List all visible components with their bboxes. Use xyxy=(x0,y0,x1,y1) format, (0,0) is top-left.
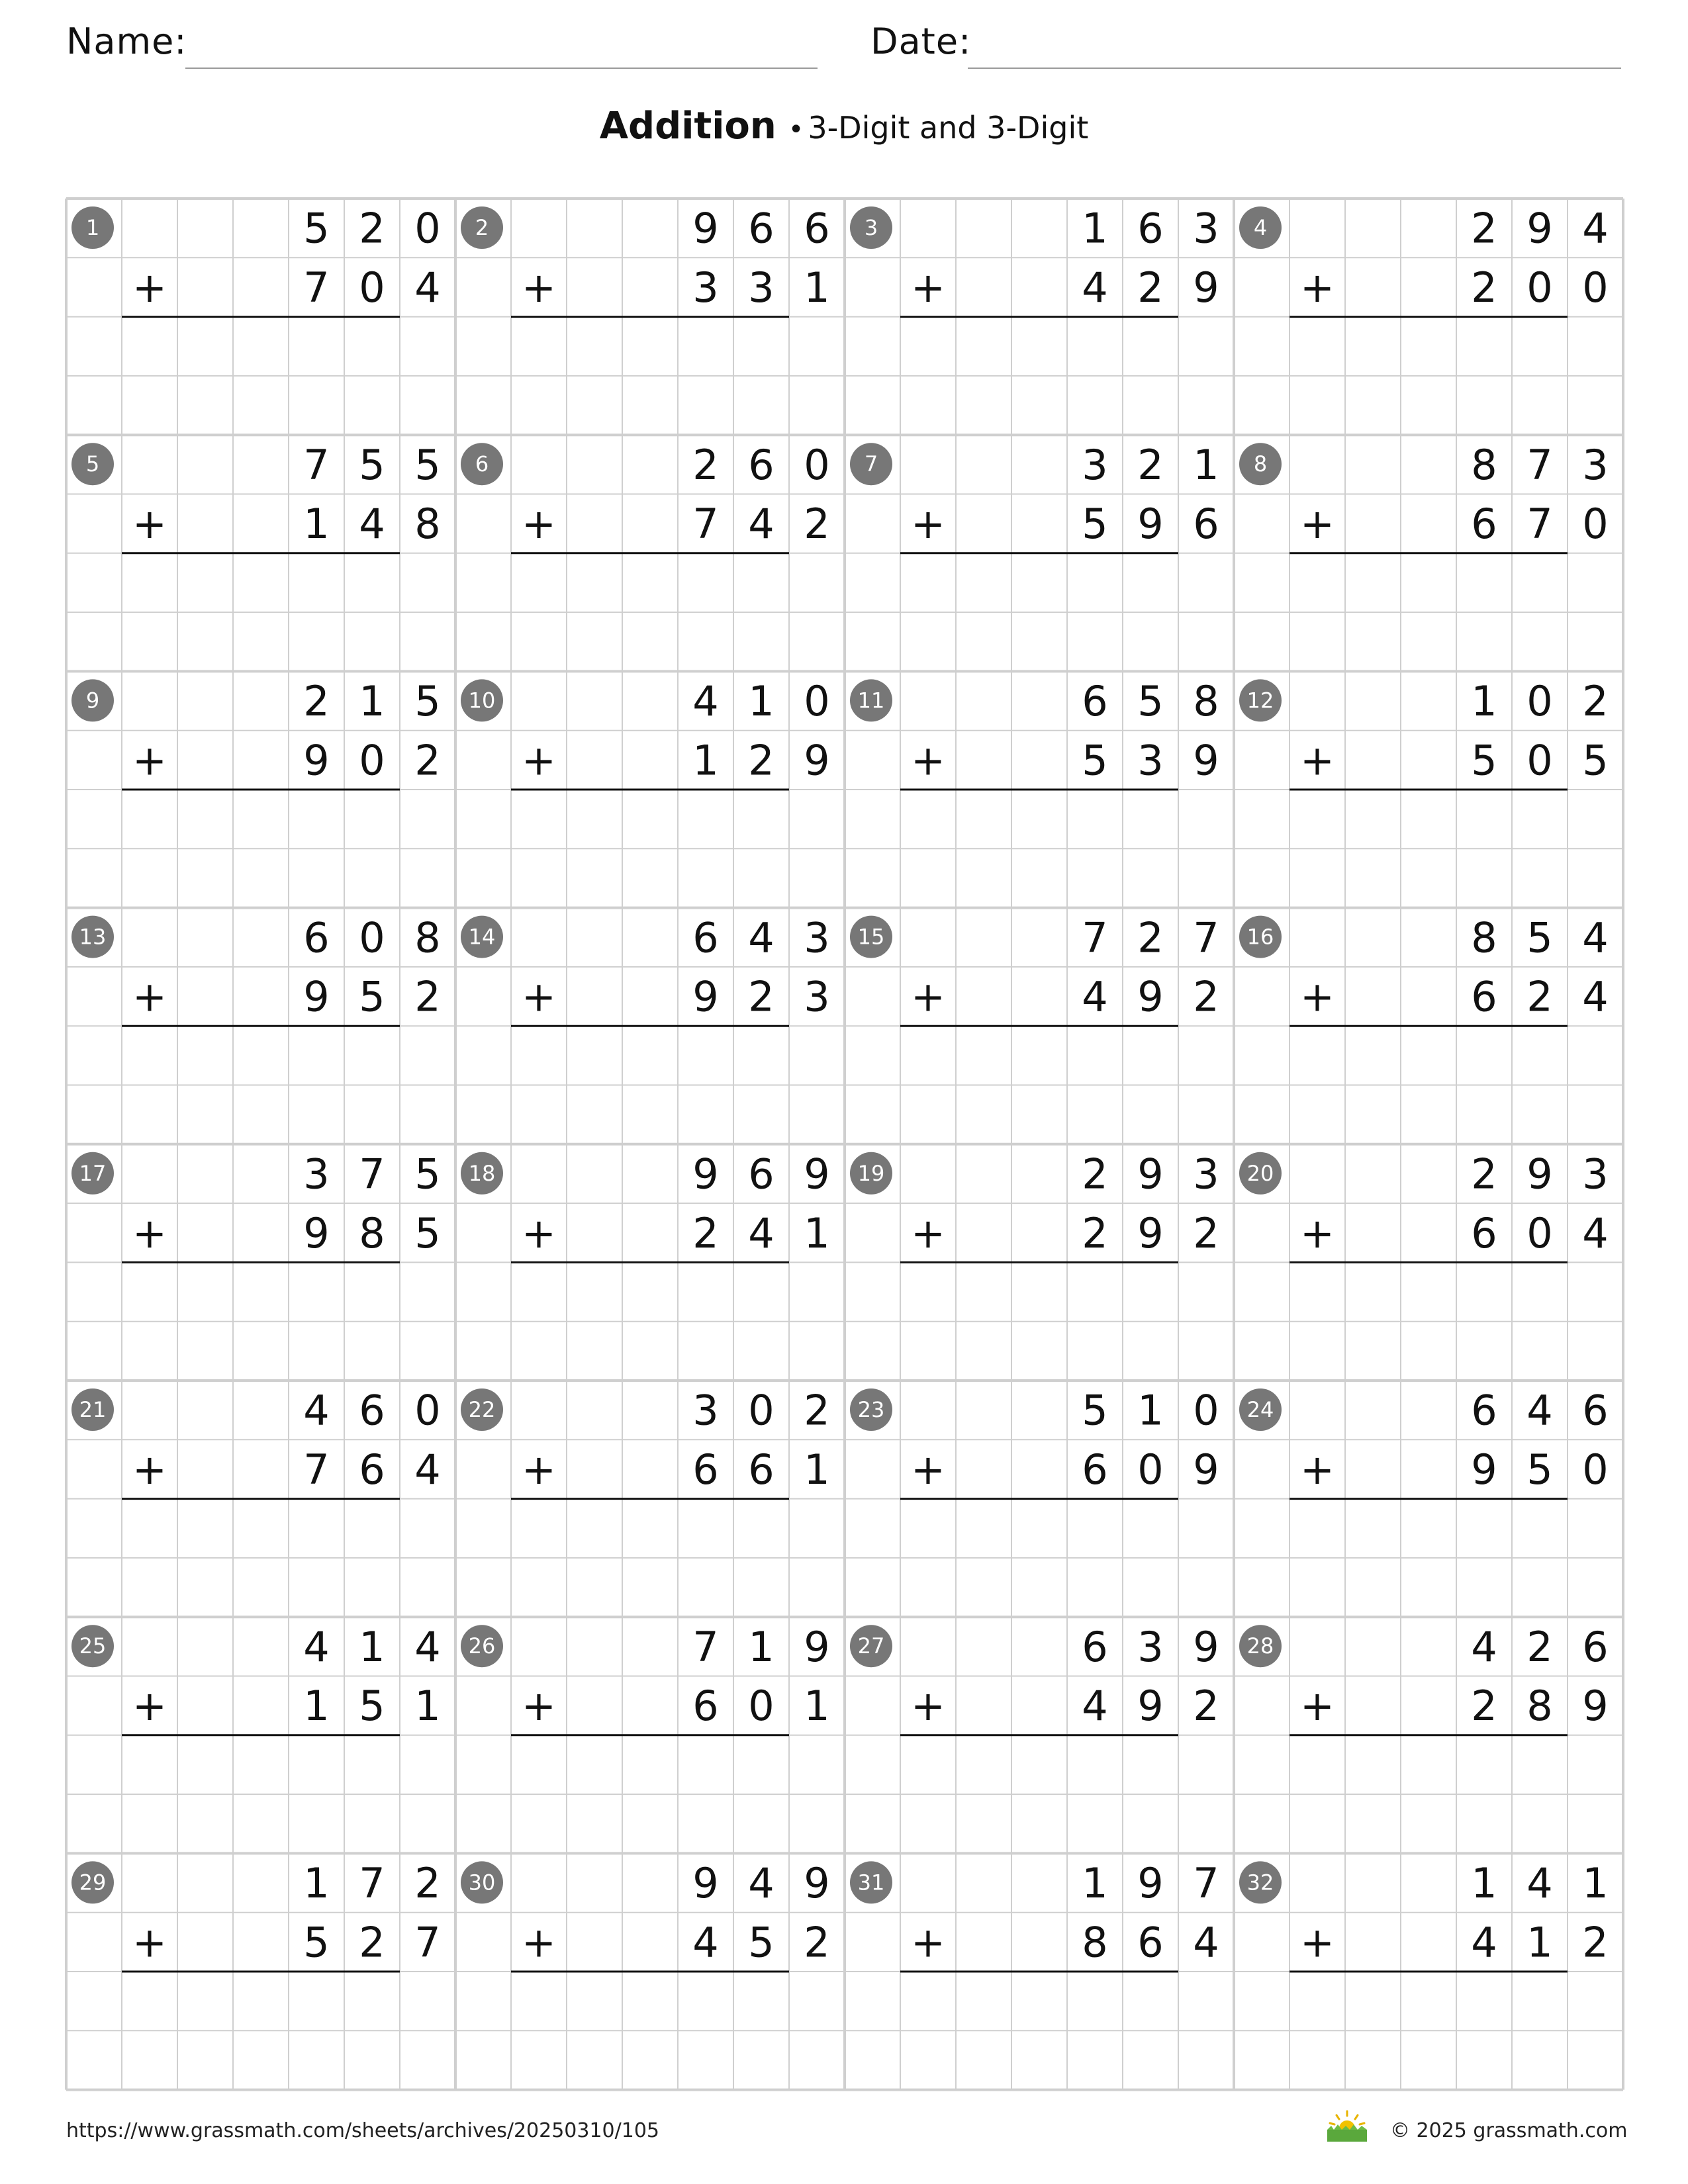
bottom-digit: 2 xyxy=(359,1918,385,1967)
bottom-digit: 9 xyxy=(1582,1682,1609,1731)
bottom-digit: 2 xyxy=(1193,1682,1219,1731)
top-digit: 8 xyxy=(1471,440,1497,489)
top-digit: 9 xyxy=(692,204,719,253)
problem-number: 21 xyxy=(79,1397,107,1422)
bottom-digit: 5 xyxy=(1082,736,1108,785)
top-digit: 2 xyxy=(303,677,330,726)
top-digit: 1 xyxy=(1582,1859,1609,1908)
problem-number: 27 xyxy=(857,1633,885,1659)
top-digit: 3 xyxy=(804,913,830,962)
bottom-digit: 2 xyxy=(748,736,774,785)
plus-operator: + xyxy=(522,736,556,785)
top-digit: 5 xyxy=(414,677,441,726)
bottom-digit: 6 xyxy=(359,1445,385,1494)
bottom-digit: 0 xyxy=(1137,1445,1164,1494)
title-main: Addition xyxy=(599,105,776,148)
problem-number: 13 xyxy=(79,924,107,950)
top-digit: 3 xyxy=(1582,1150,1609,1199)
top-digit: 1 xyxy=(748,677,774,726)
footer-url[interactable]: https://www.grassmath.com/sheets/archives/20250310/105 xyxy=(66,2119,660,2142)
plus-operator: + xyxy=(911,972,945,1021)
bottom-digit: 4 xyxy=(414,1445,441,1494)
title-subtitle: 3-Digit and 3-Digit xyxy=(808,110,1089,146)
plus-operator: + xyxy=(132,500,167,549)
bottom-digit: 6 xyxy=(1471,972,1497,1021)
top-digit: 5 xyxy=(1526,913,1553,962)
top-digit: 0 xyxy=(414,204,441,253)
problem-number: 12 xyxy=(1246,688,1274,713)
bottom-digit: 0 xyxy=(1526,263,1553,312)
bottom-digit: 1 xyxy=(303,1682,330,1731)
bottom-digit: 4 xyxy=(359,500,385,549)
top-digit: 9 xyxy=(692,1150,719,1199)
problem-number: 26 xyxy=(468,1633,496,1659)
bottom-digit: 1 xyxy=(303,500,330,549)
top-digit: 9 xyxy=(804,1859,830,1908)
top-digit: 4 xyxy=(1526,1859,1553,1908)
problem-number: 32 xyxy=(1246,1870,1274,1895)
top-digit: 9 xyxy=(1137,1859,1164,1908)
bottom-digit: 1 xyxy=(804,1445,830,1494)
bottom-digit: 9 xyxy=(303,972,330,1021)
bottom-digit: 7 xyxy=(1526,500,1553,549)
problem-number: 9 xyxy=(85,688,100,713)
bottom-digit: 1 xyxy=(692,736,719,785)
top-digit: 9 xyxy=(692,1859,719,1908)
problem-number: 1 xyxy=(85,215,100,240)
footer-copyright: © 2025 grassmath.com xyxy=(1390,2119,1628,2142)
plus-operator: + xyxy=(1300,1208,1335,1257)
plus-operator: + xyxy=(911,1208,945,1257)
top-digit: 2 xyxy=(1137,440,1164,489)
top-digit: 0 xyxy=(414,1386,441,1435)
top-digit: 7 xyxy=(1082,913,1108,962)
bottom-digit: 2 xyxy=(1193,972,1219,1021)
top-digit: 4 xyxy=(1582,204,1609,253)
problem-number: 8 xyxy=(1253,451,1268,477)
top-digit: 6 xyxy=(1471,1386,1497,1435)
bottom-digit: 2 xyxy=(414,736,441,785)
bottom-digit: 0 xyxy=(1526,736,1553,785)
plus-operator: + xyxy=(132,972,167,1021)
bottom-digit: 2 xyxy=(748,972,774,1021)
bottom-digit: 5 xyxy=(1082,500,1108,549)
top-digit: 4 xyxy=(1471,1622,1497,1671)
top-digit: 6 xyxy=(804,204,830,253)
bottom-digit: 9 xyxy=(1137,1682,1164,1731)
problem-number: 6 xyxy=(475,451,489,477)
top-digit: 2 xyxy=(1471,204,1497,253)
top-digit: 6 xyxy=(1082,677,1108,726)
bottom-digit: 5 xyxy=(748,1918,774,1967)
top-digit: 7 xyxy=(359,1859,385,1908)
plus-operator: + xyxy=(911,736,945,785)
bottom-digit: 0 xyxy=(1582,263,1609,312)
problem-number: 23 xyxy=(857,1397,885,1422)
top-digit: 7 xyxy=(692,1622,719,1671)
problem-number: 19 xyxy=(857,1160,885,1186)
bottom-digit: 9 xyxy=(1193,1445,1219,1494)
problem-number: 11 xyxy=(857,688,885,713)
problem-number: 24 xyxy=(1246,1397,1274,1422)
plus-operator: + xyxy=(911,500,945,549)
top-digit: 2 xyxy=(1582,677,1609,726)
bottom-digit: 9 xyxy=(692,972,719,1021)
bottom-digit: 6 xyxy=(748,1445,774,1494)
bottom-digit: 8 xyxy=(1526,1682,1553,1731)
top-digit: 6 xyxy=(303,913,330,962)
problem-number: 18 xyxy=(468,1160,496,1186)
bottom-digit: 9 xyxy=(1193,263,1219,312)
bottom-digit: 2 xyxy=(1526,972,1553,1021)
top-digit: 4 xyxy=(303,1622,330,1671)
bottom-digit: 7 xyxy=(414,1918,441,1967)
bottom-digit: 2 xyxy=(1137,263,1164,312)
top-digit: 4 xyxy=(748,1859,774,1908)
top-digit: 6 xyxy=(359,1386,385,1435)
plus-operator: + xyxy=(522,1682,556,1731)
top-digit: 4 xyxy=(414,1622,441,1671)
grass-sun-logo-icon xyxy=(1326,2110,1368,2143)
bottom-digit: 1 xyxy=(804,263,830,312)
bottom-digit: 7 xyxy=(303,1445,330,1494)
bottom-digit: 4 xyxy=(1582,1208,1609,1257)
top-digit: 4 xyxy=(748,913,774,962)
bottom-digit: 3 xyxy=(1137,736,1164,785)
name-label: Name: xyxy=(66,21,187,62)
bottom-digit: 9 xyxy=(303,1208,330,1257)
bottom-digit: 2 xyxy=(1471,1682,1497,1731)
top-digit: 5 xyxy=(1082,1386,1108,1435)
bottom-digit: 4 xyxy=(748,500,774,549)
date-label: Date: xyxy=(870,21,972,62)
bottom-digit: 1 xyxy=(414,1682,441,1731)
problem-number: 30 xyxy=(468,1870,496,1895)
bottom-digit: 4 xyxy=(1082,263,1108,312)
problem-number: 3 xyxy=(864,215,878,240)
plus-operator: + xyxy=(132,1445,167,1494)
bottom-digit: 9 xyxy=(1137,972,1164,1021)
top-digit: 1 xyxy=(1082,204,1108,253)
top-digit: 3 xyxy=(1082,440,1108,489)
bottom-digit: 0 xyxy=(359,736,385,785)
top-digit: 6 xyxy=(1582,1386,1609,1435)
bottom-digit: 4 xyxy=(1082,972,1108,1021)
plus-operator: + xyxy=(1300,1682,1335,1731)
bottom-digit: 5 xyxy=(359,972,385,1021)
top-digit: 5 xyxy=(414,440,441,489)
bottom-digit: 2 xyxy=(692,1208,719,1257)
top-digit: 6 xyxy=(692,913,719,962)
plus-operator: + xyxy=(1300,1445,1335,1494)
bottom-digit: 4 xyxy=(748,1208,774,1257)
bottom-digit: 2 xyxy=(1471,263,1497,312)
plus-operator: + xyxy=(522,500,556,549)
top-digit: 6 xyxy=(748,440,774,489)
plus-operator: + xyxy=(1300,263,1335,312)
top-digit: 3 xyxy=(303,1150,330,1199)
bottom-digit: 6 xyxy=(1471,500,1497,549)
top-digit: 7 xyxy=(1526,440,1553,489)
top-digit: 9 xyxy=(1137,1150,1164,1199)
plus-operator: + xyxy=(522,972,556,1021)
top-digit: 7 xyxy=(303,440,330,489)
bottom-digit: 2 xyxy=(804,500,830,549)
bottom-digit: 9 xyxy=(804,736,830,785)
bottom-digit: 0 xyxy=(1582,500,1609,549)
bottom-digit: 4 xyxy=(1471,1918,1497,1967)
plus-operator: + xyxy=(911,1918,945,1967)
problem-number: 31 xyxy=(857,1870,885,1895)
top-digit: 2 xyxy=(1137,913,1164,962)
top-digit: 1 xyxy=(359,677,385,726)
top-digit: 8 xyxy=(1193,677,1219,726)
problem-number: 7 xyxy=(864,451,878,477)
bottom-digit: 2 xyxy=(1082,1208,1108,1257)
plus-operator: + xyxy=(911,1682,945,1731)
top-digit: 5 xyxy=(303,204,330,253)
top-digit: 7 xyxy=(1193,913,1219,962)
top-digit: 5 xyxy=(1137,677,1164,726)
bottom-digit: 2 xyxy=(804,1918,830,1967)
plus-operator: + xyxy=(1300,1918,1335,1967)
bottom-digit: 9 xyxy=(1137,500,1164,549)
plus-operator: + xyxy=(911,263,945,312)
bottom-digit: 1 xyxy=(804,1208,830,1257)
bottom-digit: 6 xyxy=(1471,1208,1497,1257)
bottom-digit: 4 xyxy=(1582,972,1609,1021)
bottom-digit: 2 xyxy=(1193,1208,1219,1257)
top-digit: 6 xyxy=(1582,1622,1609,1671)
bottom-digit: 1 xyxy=(1526,1918,1553,1967)
plus-operator: + xyxy=(1300,972,1335,1021)
plus-operator: + xyxy=(522,1445,556,1494)
bottom-digit: 5 xyxy=(1582,736,1609,785)
top-digit: 3 xyxy=(1137,1622,1164,1671)
bottom-digit: 0 xyxy=(748,1682,774,1731)
top-digit: 2 xyxy=(692,440,719,489)
bottom-digit: 8 xyxy=(1082,1918,1108,1967)
top-digit: 7 xyxy=(359,1150,385,1199)
problem-number: 20 xyxy=(1246,1160,1274,1186)
top-digit: 6 xyxy=(1082,1622,1108,1671)
top-digit: 4 xyxy=(692,677,719,726)
top-digit: 5 xyxy=(359,440,385,489)
top-digit: 9 xyxy=(1193,1622,1219,1671)
plus-operator: + xyxy=(132,263,167,312)
plus-operator: + xyxy=(911,1445,945,1494)
problem-number: 25 xyxy=(79,1633,107,1659)
top-digit: 9 xyxy=(1526,204,1553,253)
bottom-digit: 1 xyxy=(804,1682,830,1731)
plus-operator: + xyxy=(132,1682,167,1731)
bottom-digit: 9 xyxy=(1471,1445,1497,1494)
problem-number: 10 xyxy=(468,688,496,713)
bottom-digit: 7 xyxy=(692,500,719,549)
bottom-digit: 8 xyxy=(359,1208,385,1257)
plus-operator: + xyxy=(1300,500,1335,549)
top-digit: 8 xyxy=(1471,913,1497,962)
bottom-digit: 6 xyxy=(1193,500,1219,549)
plus-operator: + xyxy=(522,1918,556,1967)
bottom-digit: 9 xyxy=(1137,1208,1164,1257)
bottom-digit: 3 xyxy=(748,263,774,312)
bottom-digit: 0 xyxy=(1526,1208,1553,1257)
top-digit: 3 xyxy=(1193,204,1219,253)
top-digit: 0 xyxy=(359,913,385,962)
top-digit: 1 xyxy=(1082,1859,1108,1908)
bottom-digit: 4 xyxy=(414,263,441,312)
top-digit: 1 xyxy=(1471,1859,1497,1908)
top-digit: 0 xyxy=(804,677,830,726)
problem-number: 29 xyxy=(79,1870,107,1895)
top-digit: 8 xyxy=(414,913,441,962)
top-digit: 6 xyxy=(748,1150,774,1199)
problem-number: 16 xyxy=(1246,924,1274,950)
bottom-digit: 3 xyxy=(692,263,719,312)
top-digit: 3 xyxy=(1193,1150,1219,1199)
problem-number: 17 xyxy=(79,1160,107,1186)
top-digit: 9 xyxy=(1526,1150,1553,1199)
problem-number: 2 xyxy=(475,215,489,240)
bottom-digit: 2 xyxy=(1582,1918,1609,1967)
top-digit: 2 xyxy=(414,1859,441,1908)
top-digit: 6 xyxy=(1137,204,1164,253)
bottom-digit: 3 xyxy=(804,972,830,1021)
top-digit: 1 xyxy=(359,1622,385,1671)
top-digit: 7 xyxy=(1193,1859,1219,1908)
bottom-digit: 9 xyxy=(303,736,330,785)
bottom-digit: 6 xyxy=(692,1682,719,1731)
top-digit: 4 xyxy=(303,1386,330,1435)
plus-operator: + xyxy=(522,1208,556,1257)
top-digit: 9 xyxy=(804,1622,830,1671)
top-digit: 2 xyxy=(1082,1150,1108,1199)
bottom-digit: 5 xyxy=(1526,1445,1553,1494)
problem-number: 28 xyxy=(1246,1633,1274,1659)
plus-operator: + xyxy=(132,736,167,785)
top-digit: 2 xyxy=(804,1386,830,1435)
top-digit: 1 xyxy=(1193,440,1219,489)
bottom-digit: 8 xyxy=(414,500,441,549)
problem-number: 14 xyxy=(468,924,496,950)
plus-operator: + xyxy=(132,1918,167,1967)
top-digit: 1 xyxy=(1471,677,1497,726)
bottom-digit: 7 xyxy=(303,263,330,312)
title-separator: • xyxy=(788,114,804,145)
bottom-digit: 5 xyxy=(303,1918,330,1967)
plus-operator: + xyxy=(522,263,556,312)
top-digit: 0 xyxy=(1526,677,1553,726)
bottom-digit: 6 xyxy=(1137,1918,1164,1967)
bottom-digit: 4 xyxy=(692,1918,719,1967)
top-digit: 2 xyxy=(359,204,385,253)
bottom-digit: 0 xyxy=(1582,1445,1609,1494)
bottom-digit: 5 xyxy=(1471,736,1497,785)
bottom-digit: 9 xyxy=(1193,736,1219,785)
bottom-digit: 0 xyxy=(359,263,385,312)
top-digit: 1 xyxy=(303,1859,330,1908)
top-digit: 1 xyxy=(748,1622,774,1671)
top-digit: 0 xyxy=(748,1386,774,1435)
top-digit: 2 xyxy=(1471,1150,1497,1199)
bottom-digit: 6 xyxy=(692,1445,719,1494)
top-digit: 0 xyxy=(1193,1386,1219,1435)
problem-number: 15 xyxy=(857,924,885,950)
top-digit: 6 xyxy=(748,204,774,253)
top-digit: 5 xyxy=(414,1150,441,1199)
top-digit: 0 xyxy=(804,440,830,489)
top-digit: 3 xyxy=(692,1386,719,1435)
bottom-digit: 4 xyxy=(1082,1682,1108,1731)
top-digit: 4 xyxy=(1526,1386,1553,1435)
bottom-digit: 4 xyxy=(1193,1918,1219,1967)
top-digit: 1 xyxy=(1137,1386,1164,1435)
problem-number: 5 xyxy=(85,451,100,477)
bottom-digit: 5 xyxy=(414,1208,441,1257)
top-digit: 2 xyxy=(1526,1622,1553,1671)
bottom-digit: 2 xyxy=(414,972,441,1021)
plus-operator: + xyxy=(1300,736,1335,785)
top-digit: 3 xyxy=(1582,440,1609,489)
top-digit: 4 xyxy=(1582,913,1609,962)
problem-number: 4 xyxy=(1253,215,1268,240)
top-digit: 9 xyxy=(804,1150,830,1199)
bottom-digit: 6 xyxy=(1082,1445,1108,1494)
problem-number: 22 xyxy=(468,1397,496,1422)
plus-operator: + xyxy=(132,1208,167,1257)
bottom-digit: 5 xyxy=(359,1682,385,1731)
